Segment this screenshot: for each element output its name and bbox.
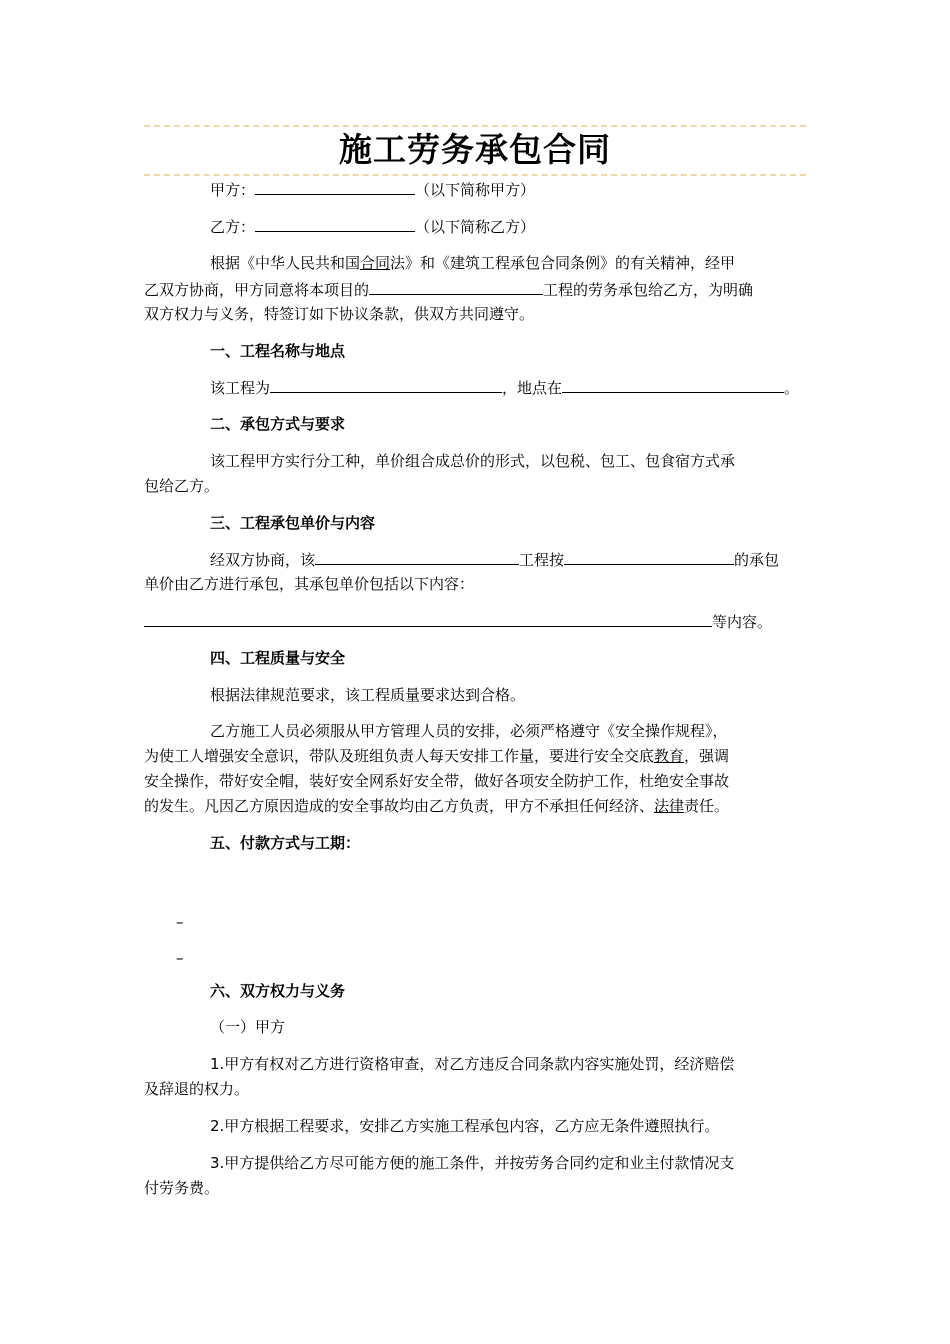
- party-a-label: 甲方：: [210, 181, 256, 199]
- list-dash-1: –: [176, 913, 184, 931]
- intro-text: 工程的劳务承包给乙方，为明确: [543, 281, 754, 299]
- section-3-heading: 三、工程承包单价与内容: [210, 514, 376, 532]
- work-type-blank: [315, 550, 519, 565]
- s4-text: 为使工人增强安全意识，带队及班组负责人每天安排工作量，要进行安全交底: [144, 747, 655, 765]
- party-b-blank: [255, 217, 415, 232]
- page-title: 施工劳务承包合同: [339, 130, 611, 169]
- section-1-body: [210, 378, 806, 398]
- section-6-sub-heading: （一）甲方: [210, 1018, 286, 1036]
- section-6-heading: 六、双方权力与义务: [210, 982, 346, 1000]
- section-3-line-2: 单价由乙方进行承包，其承包单价包括以下内容：: [144, 575, 475, 593]
- section-4-para-2-line-4: [144, 797, 806, 816]
- section-6-item-2: 2.甲方根据工程要求，安排乙方实施工程承包内容，乙方应无条件遵照执行。: [210, 1117, 720, 1135]
- party-b-line: [210, 217, 806, 237]
- section-2-heading: 二、承包方式与要求: [210, 415, 346, 433]
- list-dash-2: –: [176, 949, 184, 967]
- section-2-line-2: 包给乙方。: [144, 477, 220, 495]
- party-a-note: （以下简称甲方）: [415, 181, 536, 199]
- contract-law-link[interactable]: 合同: [360, 254, 391, 272]
- s3-text: 经双方协商，该: [210, 551, 316, 569]
- s1-text: 该工程为: [210, 379, 271, 397]
- s1-text: 。: [784, 379, 800, 397]
- s1-text: ，地点在: [502, 379, 563, 397]
- section-4-para-2-line-1: 乙方施工人员必须服从甲方管理人员的安排，必须严格遵守《安全操作规程》，: [210, 722, 728, 740]
- section-4-para-1: 根据法律规范要求，该工程质量要求达到合格。: [210, 686, 526, 704]
- title-bottom-dashed-rule: [144, 174, 806, 176]
- section-4-para-2-line-2: [144, 747, 806, 766]
- intro-line-1: [210, 254, 806, 273]
- education-link[interactable]: 教育: [654, 747, 685, 765]
- section-3-line-3: [144, 612, 806, 632]
- party-b-note: （以下简称乙方）: [415, 218, 536, 236]
- intro-text: 法》和《建筑工程承包合同条例》的有关精神，经甲: [390, 254, 736, 272]
- project-blank: [369, 280, 543, 295]
- section-6-item-1-line-2: 及辞退的权力。: [144, 1080, 250, 1098]
- section-4-heading: 四、工程质量与安全: [210, 649, 346, 667]
- s3-text: 工程按: [519, 551, 565, 569]
- section-4-para-2-line-3: 安全操作，带好安全帽，装好安全网系好安全带，做好各项安全防护工作，杜绝安全事故: [144, 772, 730, 790]
- section-6-item-3-line-1: 3.甲方提供给乙方尽可能方便的施工条件，并按劳务合同约定和业主付款情况支: [210, 1154, 735, 1172]
- intro-text: 根据《中华人民共和国: [210, 254, 361, 272]
- section-1-heading: 一、工程名称与地点: [210, 342, 346, 360]
- party-b-label: 乙方：: [210, 218, 256, 236]
- section-5-heading: 五、付款方式与工期：: [210, 834, 361, 852]
- unit-price-blank: [564, 550, 734, 565]
- project-name-blank: [270, 378, 502, 393]
- location-blank: [562, 378, 784, 393]
- s3-text: 的承包: [734, 551, 780, 569]
- intro-line-3: 双方权力与义务，特签订如下协议条款，供双方共同遵守。: [144, 305, 535, 323]
- s3-text: 等内容。: [712, 613, 773, 631]
- title-top-dashed-rule: [144, 125, 806, 127]
- intro-line-2: [144, 280, 806, 300]
- section-6-item-1-line-1: 1.甲方有权对乙方进行资格审查，对乙方违反合同条款内容实施处罚，经济赔偿: [210, 1055, 735, 1073]
- s4-text: ，强调: [684, 747, 730, 765]
- contents-blank: [144, 612, 712, 627]
- party-a-blank: [255, 180, 415, 195]
- intro-text: 乙双方协商，甲方同意将本项目的: [144, 281, 370, 299]
- law-link[interactable]: 法律: [654, 797, 685, 815]
- section-3-line-1: [210, 550, 806, 570]
- party-a-line: [210, 180, 806, 200]
- s4-text: 责任。: [684, 797, 730, 815]
- section-2-line-1: 该工程甲方实行分工种，单价组合成总价的形式，以包税、包工、包食宿方式承: [210, 452, 736, 470]
- s4-text: 的发生。凡因乙方原因造成的安全事故均由乙方负责，甲方不承担任何经济、: [144, 797, 655, 815]
- section-6-item-3-line-2: 付劳务费。: [144, 1179, 220, 1197]
